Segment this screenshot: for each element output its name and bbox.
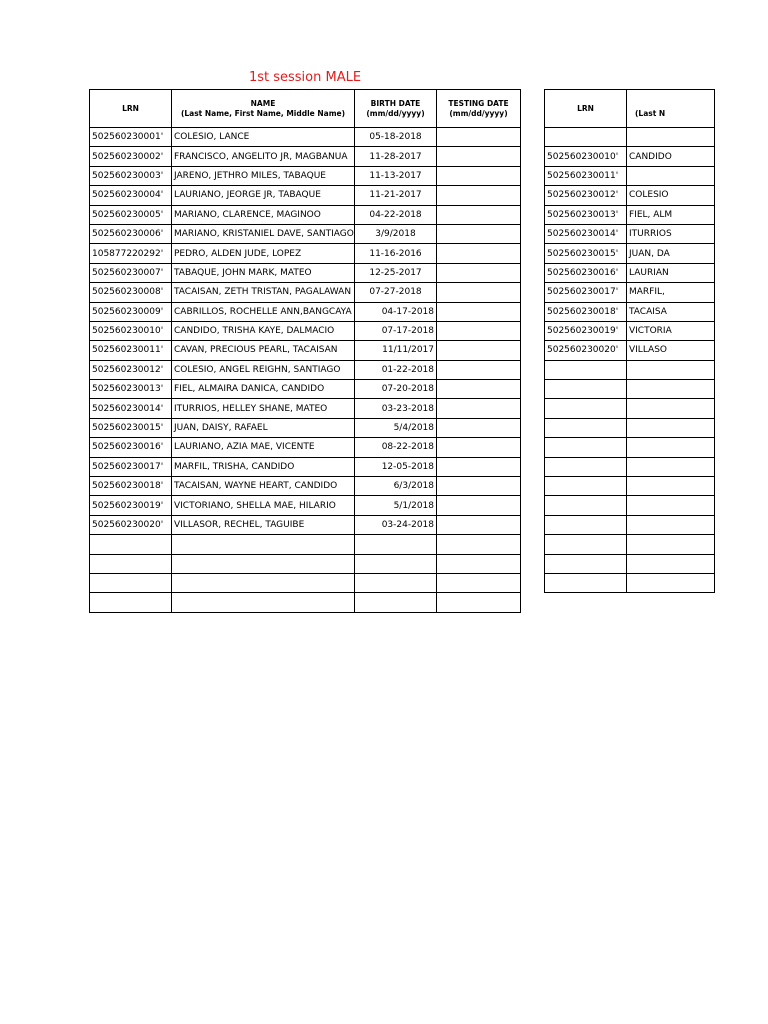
testing-date-cell[interactable]	[437, 244, 521, 263]
name-cell	[172, 554, 355, 573]
testing-date-cell[interactable]	[437, 535, 521, 554]
name-cell: FRANCISCO, ANGELITO JR, MAGBANUA	[172, 147, 355, 166]
name-cell: FIEL, ALM	[627, 205, 715, 224]
table-row	[545, 128, 715, 147]
left-header-row	[90, 90, 521, 128]
table-row	[545, 496, 715, 515]
name-cell: LAURIANO, AZIA MAE, VICENTE	[172, 438, 355, 457]
table-row	[90, 321, 521, 340]
birth-date-cell	[355, 554, 437, 573]
right-lrn-header: LRN	[545, 90, 627, 128]
table-row	[90, 573, 521, 592]
name-cell	[627, 438, 715, 457]
testing-date-cell[interactable]	[437, 302, 521, 321]
birth-date-cell: 6/3/2018	[355, 477, 437, 496]
lrn-cell: 502560230011'	[545, 166, 627, 185]
birth-date-cell: 11-13-2017	[355, 166, 437, 185]
testing-date-cell[interactable]	[437, 496, 521, 515]
lrn-cell	[545, 457, 627, 476]
left-roster-table	[89, 89, 521, 613]
left-table-container	[89, 89, 522, 613]
table-row	[90, 302, 521, 321]
testing-date-cell[interactable]	[437, 399, 521, 418]
name-cell	[627, 515, 715, 534]
lrn-cell	[90, 535, 172, 554]
birth-date-cell: 11/11/2017	[355, 341, 437, 360]
table-row	[90, 341, 521, 360]
testing-date-cell[interactable]	[437, 263, 521, 282]
name-cell	[627, 554, 715, 573]
lrn-cell	[545, 438, 627, 457]
lrn-cell: 502560230018'	[90, 477, 172, 496]
table-row	[545, 399, 715, 418]
lrn-cell: 502560230004'	[90, 186, 172, 205]
lrn-cell	[545, 418, 627, 437]
lrn-cell	[545, 535, 627, 554]
name-cell: LAURIANO, JEORGE JR, TABAQUE	[172, 186, 355, 205]
name-header-sub: (Last Name, First Name, Middle Name)	[180, 108, 346, 118]
name-cell	[172, 573, 355, 592]
lrn-cell: 502560230006'	[90, 224, 172, 243]
testing-date-cell[interactable]	[437, 321, 521, 340]
lrn-cell: 502560230003'	[90, 166, 172, 185]
table-row	[90, 244, 521, 263]
name-cell	[627, 380, 715, 399]
birth-date-cell: 11-16-2016	[355, 244, 437, 263]
name-cell: MARFIL,	[627, 283, 715, 302]
birth-date-header-sub: (mm/dd/yyyy)	[366, 108, 425, 118]
name-cell: TACAISA	[627, 302, 715, 321]
name-cell: JUAN, DAISY, RAFAEL	[172, 418, 355, 437]
lrn-cell: 502560230017'	[545, 283, 627, 302]
name-cell: CANDIDO	[627, 147, 715, 166]
name-cell: COLESIO, LANCE	[172, 128, 355, 147]
testing-date-cell[interactable]	[437, 147, 521, 166]
testing-date-header-sub: (mm/dd/yyyy)	[449, 108, 508, 118]
table-row	[90, 399, 521, 418]
name-cell: FIEL, ALMAIRA DANICA, CANDIDO	[172, 380, 355, 399]
testing-date-cell[interactable]	[437, 593, 521, 612]
table-row	[545, 515, 715, 534]
name-cell	[627, 166, 715, 185]
table-row	[545, 573, 715, 592]
table-row	[90, 535, 521, 554]
birth-date-cell: 05-18-2018	[355, 128, 437, 147]
lrn-cell: 502560230018'	[545, 302, 627, 321]
lrn-cell: 502560230015'	[90, 418, 172, 437]
table-row	[90, 418, 521, 437]
table-row	[90, 186, 521, 205]
testing-date-cell[interactable]	[437, 380, 521, 399]
lrn-cell: 502560230002'	[90, 147, 172, 166]
testing-date-cell[interactable]	[437, 360, 521, 379]
birth-date-cell: 08-22-2018	[355, 438, 437, 457]
table-row	[545, 341, 715, 360]
birth-date-cell: 03-23-2018	[355, 399, 437, 418]
lrn-cell: 502560230001'	[90, 128, 172, 147]
birth-date-cell: 07-27-2018	[355, 283, 437, 302]
birth-date-header	[355, 90, 437, 128]
lrn-cell: 502560230005'	[90, 205, 172, 224]
table-row	[90, 166, 521, 185]
lrn-cell	[90, 593, 172, 612]
birth-date-cell: 04-17-2018	[355, 302, 437, 321]
lrn-cell: 502560230020'	[545, 341, 627, 360]
lrn-cell	[545, 380, 627, 399]
name-cell	[172, 535, 355, 554]
table-row	[90, 360, 521, 379]
birth-date-cell: 07-17-2018	[355, 321, 437, 340]
lrn-cell: 502560230007'	[90, 263, 172, 282]
name-cell	[627, 477, 715, 496]
testing-date-cell[interactable]	[437, 224, 521, 243]
name-cell: CAVAN, PRECIOUS PEARL, TACAISAN	[172, 341, 355, 360]
lrn-cell: 502560230014'	[90, 399, 172, 418]
lrn-cell: 502560230019'	[545, 321, 627, 340]
lrn-cell: 502560230017'	[90, 457, 172, 476]
name-cell: TABAQUE, JOHN MARK, MATEO	[172, 263, 355, 282]
name-cell: MARIANO, CLARENCE, MAGINOO	[172, 205, 355, 224]
lrn-cell: 502560230009'	[90, 302, 172, 321]
table-row	[545, 554, 715, 573]
name-cell: VICTORIANO, SHELLA MAE, HILARIO	[172, 496, 355, 515]
testing-date-cell[interactable]	[437, 205, 521, 224]
testing-date-cell[interactable]	[437, 438, 521, 457]
table-row	[90, 457, 521, 476]
name-cell	[627, 496, 715, 515]
birth-date-cell: 07-20-2018	[355, 380, 437, 399]
table-row	[90, 224, 521, 243]
testing-date-cell[interactable]	[437, 128, 521, 147]
lrn-cell: 502560230019'	[90, 496, 172, 515]
birth-date-cell: 5/4/2018	[355, 418, 437, 437]
lrn-cell	[90, 554, 172, 573]
name-header-label: NAME	[250, 98, 276, 108]
lrn-cell	[545, 515, 627, 534]
name-cell: COLESIO, ANGEL REIGHN, SANTIAGO	[172, 360, 355, 379]
table-row	[90, 515, 521, 534]
name-cell: JARENO, JETHRO MILES, TABAQUE	[172, 166, 355, 185]
table-row	[90, 554, 521, 573]
testing-date-cell[interactable]	[437, 554, 521, 573]
name-cell: VILLASOR, RECHEL, TAGUIBE	[172, 515, 355, 534]
name-cell: VILLASO	[627, 341, 715, 360]
testing-date-cell[interactable]	[437, 283, 521, 302]
table-row	[545, 302, 715, 321]
birth-date-cell: 12-25-2017	[355, 263, 437, 282]
table-row	[90, 283, 521, 302]
table-row	[545, 205, 715, 224]
table-row	[545, 380, 715, 399]
table-row	[545, 186, 715, 205]
lrn-cell: 502560230010'	[90, 321, 172, 340]
birth-date-cell: 3/9/2018	[355, 224, 437, 243]
name-cell	[627, 418, 715, 437]
name-cell: MARIANO, KRISTANIEL DAVE, SANTIAGO	[172, 224, 355, 243]
table-row	[545, 535, 715, 554]
name-header	[172, 90, 355, 128]
lrn-cell: 502560230015'	[545, 244, 627, 263]
right-table-container	[544, 89, 673, 593]
testing-date-cell[interactable]	[437, 418, 521, 437]
lrn-cell: 502560230013'	[545, 205, 627, 224]
table-row	[90, 380, 521, 399]
table-row	[545, 166, 715, 185]
lrn-cell: 502560230013'	[90, 380, 172, 399]
lrn-cell: 502560230014'	[545, 224, 627, 243]
lrn-cell	[545, 360, 627, 379]
testing-date-cell[interactable]	[437, 515, 521, 534]
name-cell: ITURRIOS, HELLEY SHANE, MATEO	[172, 399, 355, 418]
testing-date-cell[interactable]	[437, 186, 521, 205]
lrn-cell: 502560230016'	[90, 438, 172, 457]
table-row	[90, 263, 521, 282]
table-row	[545, 477, 715, 496]
lrn-cell	[545, 477, 627, 496]
table-row	[90, 593, 521, 612]
table-row	[545, 147, 715, 166]
name-cell: ITURRIOS	[627, 224, 715, 243]
lrn-cell	[545, 573, 627, 592]
name-cell	[627, 457, 715, 476]
name-cell	[172, 593, 355, 612]
name-cell	[627, 360, 715, 379]
testing-date-cell[interactable]	[437, 573, 521, 592]
birth-date-cell: 11-28-2017	[355, 147, 437, 166]
table-row	[90, 147, 521, 166]
lrn-header: LRN	[90, 90, 172, 128]
birth-date-cell	[355, 535, 437, 554]
testing-date-cell[interactable]	[437, 341, 521, 360]
name-cell: MARFIL, TRISHA, CANDIDO	[172, 457, 355, 476]
name-cell: LAURIAN	[627, 263, 715, 282]
table-row	[545, 438, 715, 457]
name-cell: TACAISAN, ZETH TRISTAN, PAGALAWAN	[172, 283, 355, 302]
table-row	[90, 496, 521, 515]
name-cell	[627, 399, 715, 418]
table-row	[90, 205, 521, 224]
birth-date-cell: 01-22-2018	[355, 360, 437, 379]
birth-date-cell	[355, 573, 437, 592]
table-row	[545, 321, 715, 340]
name-cell	[627, 128, 715, 147]
testing-date-cell[interactable]	[437, 166, 521, 185]
birth-date-cell: 5/1/2018	[355, 496, 437, 515]
birth-date-cell: 04-22-2018	[355, 205, 437, 224]
right-roster-table	[544, 89, 715, 593]
testing-date-cell[interactable]	[437, 457, 521, 476]
lrn-cell	[545, 128, 627, 147]
name-cell: PEDRO, ALDEN JUDE, LOPEZ	[172, 244, 355, 263]
name-cell: JUAN, DA	[627, 244, 715, 263]
lrn-cell: 502560230020'	[90, 515, 172, 534]
lrn-cell	[545, 399, 627, 418]
testing-date-header	[437, 90, 521, 128]
right-header-row	[545, 90, 715, 128]
lrn-cell: 105877220292'	[90, 244, 172, 263]
name-cell: COLESIO	[627, 186, 715, 205]
name-cell: CANDIDO, TRISHA KAYE, DALMACIO	[172, 321, 355, 340]
name-cell: VICTORIA	[627, 321, 715, 340]
sheet-title: 1st session MALE	[248, 70, 362, 85]
lrn-cell: 502560230016'	[545, 263, 627, 282]
table-row	[545, 224, 715, 243]
lrn-cell: 502560230012'	[545, 186, 627, 205]
table-row	[545, 457, 715, 476]
birth-date-cell: 03-24-2018	[355, 515, 437, 534]
birth-date-cell: 11-21-2017	[355, 186, 437, 205]
table-row	[90, 128, 521, 147]
name-cell: TACAISAN, WAYNE HEART, CANDIDO	[172, 477, 355, 496]
lrn-cell	[545, 496, 627, 515]
table-row	[545, 360, 715, 379]
lrn-cell	[545, 554, 627, 573]
birth-date-cell: 12-05-2018	[355, 457, 437, 476]
lrn-cell: 502560230008'	[90, 283, 172, 302]
lrn-cell	[90, 573, 172, 592]
testing-date-header-label: TESTING DATE	[448, 98, 509, 108]
table-row	[545, 418, 715, 437]
birth-date-cell	[355, 593, 437, 612]
table-row	[545, 244, 715, 263]
name-cell	[627, 573, 715, 592]
birth-date-header-label: BIRTH DATE	[370, 98, 421, 108]
right-name-header	[627, 90, 715, 128]
name-cell: CABRILLOS, ROCHELLE ANN,BANGCAYA	[172, 302, 355, 321]
right-name-header-sub: (Last N	[635, 108, 666, 118]
table-row	[90, 477, 521, 496]
table-row	[545, 283, 715, 302]
lrn-cell: 502560230012'	[90, 360, 172, 379]
lrn-cell: 502560230011'	[90, 341, 172, 360]
table-row	[90, 438, 521, 457]
name-cell	[627, 535, 715, 554]
testing-date-cell[interactable]	[437, 477, 521, 496]
lrn-cell: 502560230010'	[545, 147, 627, 166]
table-row	[545, 263, 715, 282]
